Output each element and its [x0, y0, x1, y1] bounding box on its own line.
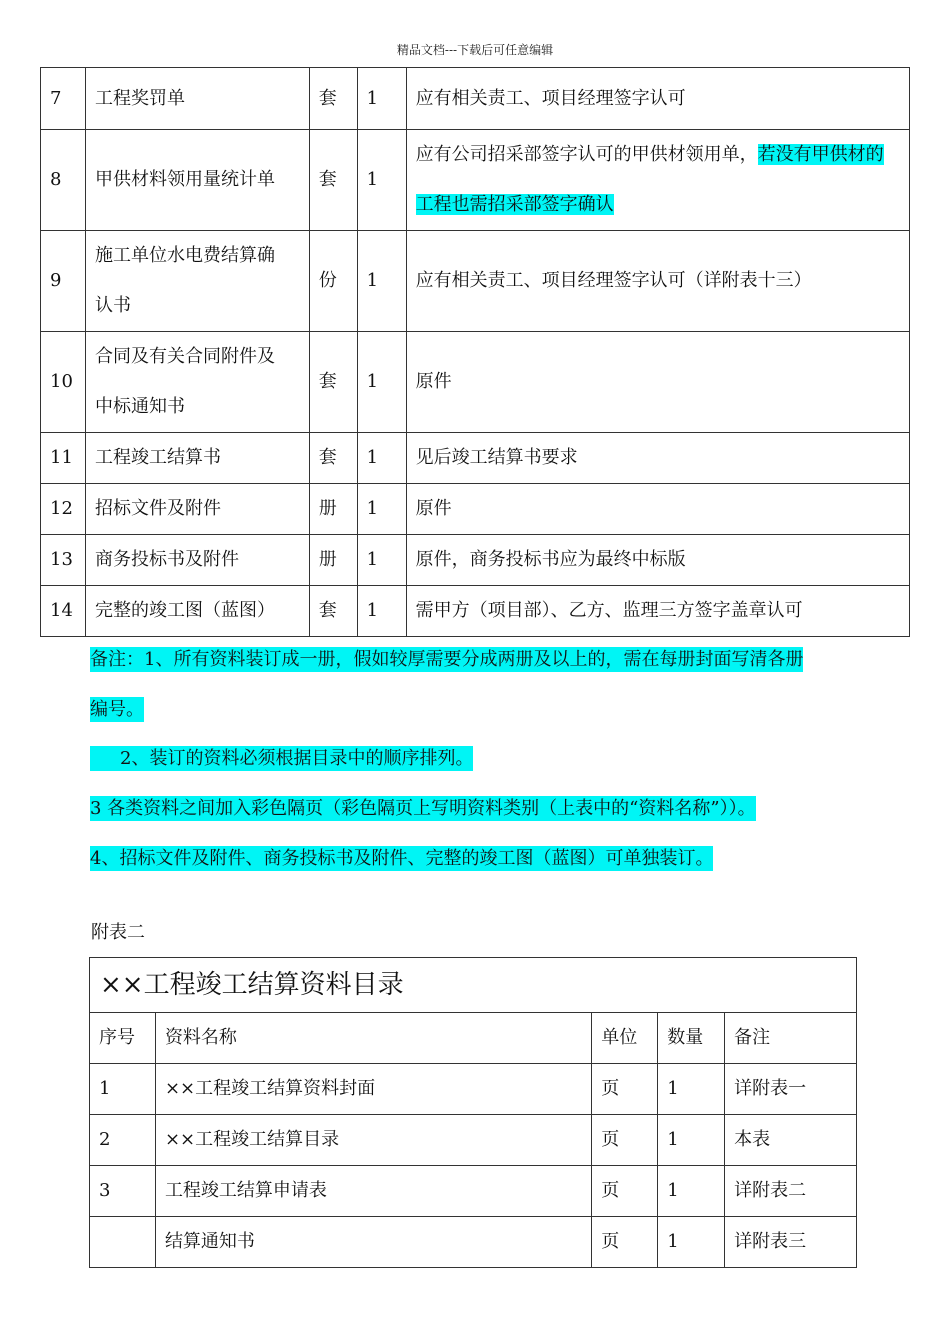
row-note: 详附表二	[725, 1166, 857, 1217]
table-row	[41, 332, 910, 433]
note-1-line-2: 编号。	[90, 699, 144, 720]
row-qty: 1	[357, 586, 406, 637]
note-1-line-1: 备注：1、所有资料装订成一册，假如较厚需要分成两册及以上的，需在每册封面写清各册	[90, 649, 804, 670]
table-title: ××工程竣工结算资料目录	[90, 958, 857, 1013]
row-name: 商务投标书及附件	[85, 535, 309, 586]
note-4: 4、招标文件及附件、商务投标书及附件、完整的竣工图（蓝图）可单独装订。	[90, 848, 714, 869]
header-unit: 单位	[592, 1013, 658, 1064]
row-unit: 份	[309, 231, 357, 332]
table-row	[90, 1115, 857, 1166]
header-qty: 数量	[658, 1013, 725, 1064]
row-note: 原件	[406, 332, 909, 433]
row-note: 原件，商务投标书应为最终中标版	[406, 535, 909, 586]
row-unit: 册	[309, 484, 357, 535]
row-no: 14	[41, 586, 86, 637]
row-unit: 套	[309, 433, 357, 484]
settlement-catalog-table	[89, 957, 857, 1268]
row-name: 施工单位水电费结算确认书	[85, 231, 309, 332]
row-name: 合同及有关合同附件及中标通知书	[85, 332, 309, 433]
row-qty: 1	[357, 433, 406, 484]
table-row	[90, 1166, 857, 1217]
row-qty: 1	[658, 1217, 725, 1268]
table-row	[90, 1217, 857, 1268]
row-unit: 套	[309, 332, 357, 433]
row-note	[406, 130, 909, 231]
row-unit: 页	[592, 1217, 658, 1268]
row-note: 详附表一	[725, 1064, 857, 1115]
row-name: ××工程竣工结算目录	[155, 1115, 591, 1166]
row-no: 11	[41, 433, 86, 484]
row-no: 8	[41, 130, 86, 231]
row-no: 9	[41, 231, 86, 332]
row-no: 13	[41, 535, 86, 586]
table-header-row	[90, 1013, 857, 1064]
note-text: 应有公司招采部签字认可的甲供材领用单，	[415, 144, 758, 165]
row-note: 详附表三	[725, 1217, 857, 1268]
row-no: 1	[90, 1064, 156, 1115]
row-name: 完整的竣工图（蓝图）	[85, 586, 309, 637]
row-name: 招标文件及附件	[85, 484, 309, 535]
row-name: ××工程竣工结算资料封面	[155, 1064, 591, 1115]
table-title-row	[90, 958, 857, 1013]
table-row	[41, 130, 910, 231]
appendix-label: 附表二	[91, 922, 145, 943]
row-no	[90, 1217, 156, 1268]
note-3: 3 各类资料之间加入彩色隔页（彩色隔页上写明资料类别（上表中的“资料名称”））。	[90, 798, 756, 819]
row-note: 需甲方（项目部）、乙方、监理三方签字盖章认可	[406, 586, 909, 637]
row-note: 本表	[725, 1115, 857, 1166]
row-qty: 1	[357, 484, 406, 535]
row-unit: 页	[592, 1064, 658, 1115]
row-name: 工程竣工结算书	[85, 433, 309, 484]
row-qty: 1	[357, 130, 406, 231]
page-header: 精品文档---下载后可任意编辑	[396, 43, 554, 57]
header-name: 资料名称	[155, 1013, 591, 1064]
row-no: 3	[90, 1166, 156, 1217]
table-row	[41, 535, 910, 586]
row-no: 7	[41, 68, 86, 130]
row-name: 甲供材料领用量统计单	[85, 130, 309, 231]
row-qty: 1	[658, 1064, 725, 1115]
row-no: 2	[90, 1115, 156, 1166]
row-name: 工程竣工结算申请表	[155, 1166, 591, 1217]
row-unit: 页	[592, 1166, 658, 1217]
row-qty: 1	[357, 535, 406, 586]
row-no: 10	[41, 332, 86, 433]
table-row	[41, 231, 910, 332]
row-qty: 1	[357, 332, 406, 433]
table-row	[41, 68, 910, 130]
row-qty: 1	[658, 1166, 725, 1217]
header-no: 序号	[90, 1013, 156, 1064]
note-2: 2、装订的资料必须根据目录中的顺序排列。	[90, 744, 473, 774]
row-note: 原件	[406, 484, 909, 535]
materials-table	[40, 67, 910, 637]
row-unit: 页	[592, 1115, 658, 1166]
table-row	[90, 1064, 857, 1115]
row-unit: 套	[309, 68, 357, 130]
table-row	[41, 586, 910, 637]
row-no: 12	[41, 484, 86, 535]
row-name: 工程奖罚单	[85, 68, 309, 130]
header-note: 备注	[725, 1013, 857, 1064]
row-unit: 套	[309, 586, 357, 637]
row-unit: 册	[309, 535, 357, 586]
table-row	[41, 433, 910, 484]
highlighted-note-text: 若没有甲供材的工程也需招采部签字确认	[415, 144, 884, 215]
row-qty: 1	[658, 1115, 725, 1166]
row-qty: 1	[357, 68, 406, 130]
row-note: 见后竣工结算书要求	[406, 433, 909, 484]
row-name: 结算通知书	[155, 1217, 591, 1268]
table-row	[41, 484, 910, 535]
row-qty: 1	[357, 231, 406, 332]
row-note: 应有相关责工、项目经理签字认可（详附表十三）	[406, 231, 909, 332]
row-unit: 套	[309, 130, 357, 231]
row-note: 应有相关责工、项目经理签字认可	[406, 68, 909, 130]
